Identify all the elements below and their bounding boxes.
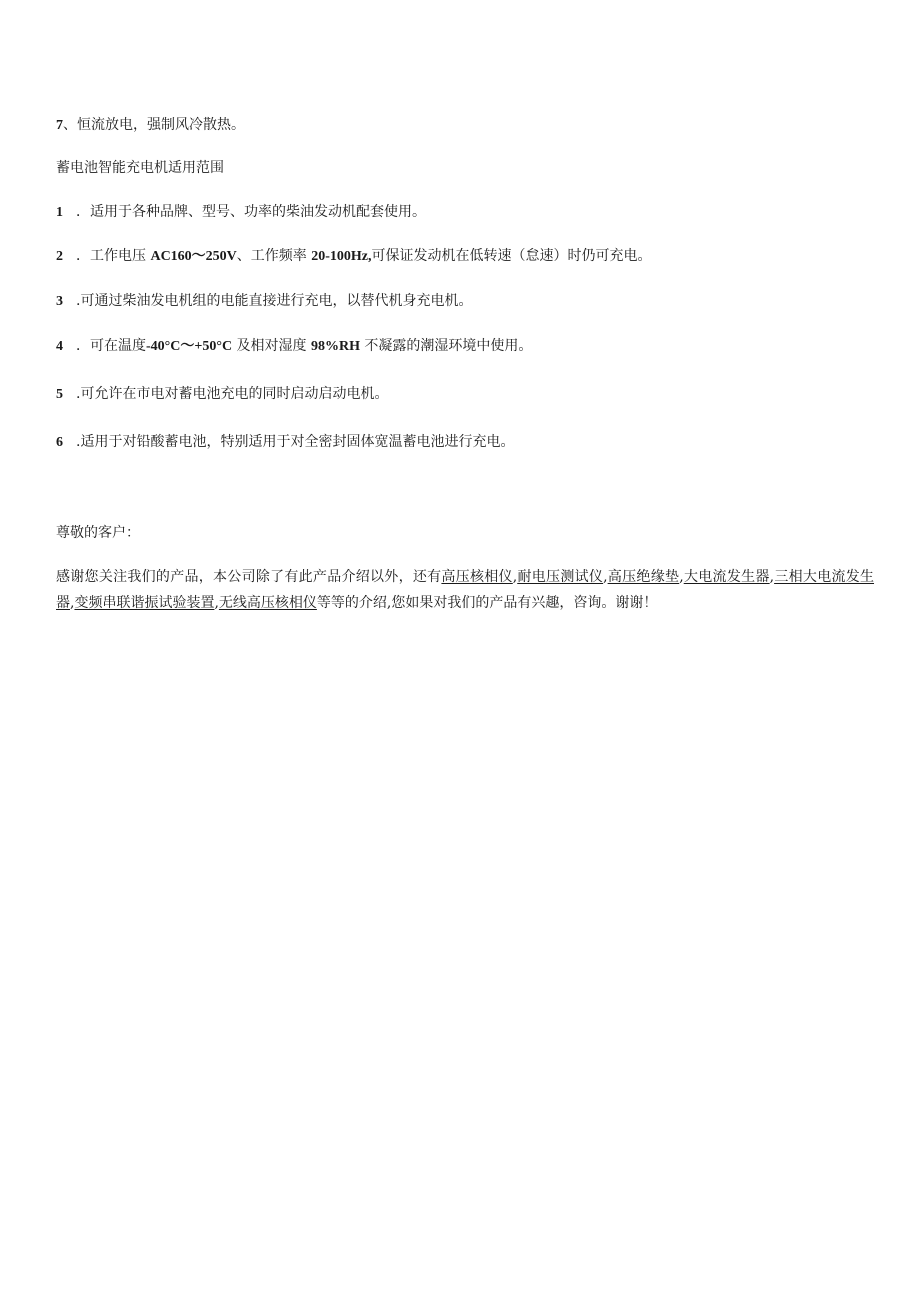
product-link[interactable]: 无线高压核相仪 [218, 595, 317, 611]
list-item [56, 432, 514, 453]
list-item-text-pre: ．可在温度 [76, 338, 146, 354]
closing-paragraph [56, 564, 874, 616]
frequency-range: 20-100Hz, [311, 249, 372, 264]
product-link[interactable]: 变频串联谐振试验装置 [74, 595, 215, 611]
list-item-text-post: 不凝露的潮湿环境中使用。 [359, 338, 533, 354]
list-item-number: 2 [56, 249, 63, 264]
intro-item-number: 7 [56, 118, 63, 133]
list-item [56, 291, 472, 312]
link-separator: , [214, 595, 219, 611]
product-link[interactable]: 高压核相仪 [441, 569, 513, 585]
link-separator: , [603, 569, 608, 585]
section-title: 蓄电池智能充电机适用范围 [56, 160, 224, 176]
closing-tail: 等等的介绍,您如果对我们的产品有兴趣，咨询。谢谢！ [316, 595, 658, 611]
product-link[interactable]: 高压绝缘垫 [607, 569, 680, 585]
link-separator: , [512, 569, 518, 585]
intro-item-text: 、恒流放电，强制风冷散热。 [63, 117, 245, 133]
list-item-text: ．适用于各种品牌、型号、功率的柴油发动机配套使用。 [76, 204, 426, 220]
voltage-range: AC160～250V [150, 249, 237, 264]
list-item [56, 336, 532, 357]
product-link[interactable]: 大电流发生器 [683, 569, 770, 585]
link-separator: , [679, 569, 684, 585]
link-separator: , [70, 595, 75, 611]
list-item-text: .可允许在市电对蓄电池充电的同时启动启动电机。 [76, 386, 389, 402]
list-item [56, 384, 388, 405]
list-item-text-pre: ．工作电压 [76, 248, 151, 264]
list-item-number: 4 [56, 339, 63, 354]
list-item-text-mid: 、工作频率 [236, 248, 312, 264]
humidity-value: 98%RH [310, 339, 360, 354]
greeting: 尊敬的客户： [56, 525, 140, 541]
list-item-text: .适用于对铅酸蓄电池，特别适用于对全密封固体宽温蓄电池进行充电。 [76, 434, 515, 450]
list-item-text-post: 可保证发动机在低转速（怠速）时仍可充电。 [371, 248, 652, 264]
list-item-number: 5 [56, 387, 63, 402]
temperature-range: -40°C～+50°C [146, 339, 233, 354]
list-item-number: 3 [56, 294, 63, 309]
list-item-text: .可通过柴油发电机组的电能直接进行充电，以替代机身充电机。 [76, 293, 473, 309]
list-item [56, 202, 426, 223]
list-item-number: 6 [56, 435, 63, 450]
list-item [56, 246, 652, 267]
closing-lead: 感谢您关注我们的产品，本公司除了有此产品介绍以外，还有 [56, 569, 442, 585]
list-item-number: 1 [56, 205, 63, 220]
product-link[interactable]: 三相大电流发生器 [56, 569, 875, 611]
intro-item [56, 115, 245, 136]
list-item-text-mid: 及相对湿度 [232, 338, 311, 354]
link-separator: , [769, 569, 775, 585]
product-link[interactable]: 耐电压测试仪 [517, 569, 604, 585]
